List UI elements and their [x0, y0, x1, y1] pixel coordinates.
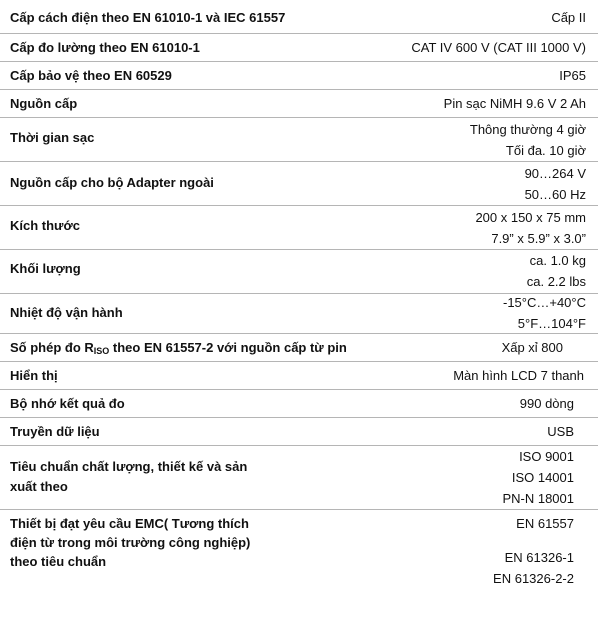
spec-value: IP65 — [559, 68, 586, 83]
spec-row-insulation-class — [0, 0, 598, 34]
spec-label: Nguồn cấp cho bộ Adapter ngoài — [10, 175, 214, 190]
spec-value: Thông thường 4 giờ Tối đa. 10 giờ — [469, 122, 586, 158]
spec-value: EN 61557 — [516, 516, 574, 531]
spec-row-emc-compliance — [0, 510, 598, 620]
spec-label: Nhiệt độ vận hành — [10, 305, 123, 320]
spec-label: Truyền dữ liệu — [10, 424, 100, 439]
spec-row-charging-time — [0, 118, 598, 162]
spec-value: CAT IV 600 V (CAT III 1000 V) — [411, 40, 586, 55]
spec-row-measurement-category — [0, 34, 598, 62]
spec-label: Cấp cách điện theo EN 61010-1 và IEC 61557 — [10, 10, 286, 25]
spec-label: Khối lượng — [10, 261, 81, 276]
spec-row-weight — [0, 250, 598, 294]
spec-value: 990 dòng — [519, 396, 574, 411]
spec-value: -15°C…+40°C 5°F…104°F — [502, 295, 586, 331]
spec-label: Thiết bị đạt yêu cầu EMC( Tương thích điện từ trong môi trường công nghiệp) theo tiêu chuẩn — [10, 516, 251, 569]
spec-row-display — [0, 362, 598, 390]
spec-row-quality-standards — [0, 446, 598, 510]
spec-row-dimensions — [0, 206, 598, 250]
spec-row-measurement-count — [0, 334, 598, 362]
spec-row-data-transfer — [0, 418, 598, 446]
spec-label: Cấp đo lường theo EN 61010-1 — [10, 40, 200, 55]
spec-value: Pin sạc NiMH 9.6 V 2 Ah — [443, 96, 586, 111]
spec-row-adapter-supply — [0, 162, 598, 206]
spec-value: ISO 9001 ISO 14001 PN-N 18001 — [502, 449, 574, 506]
spec-label: Hiển thị — [10, 368, 58, 383]
spec-row-protection-class — [0, 62, 598, 90]
spec-label: Số phép đo $R_{ISO}$ theo EN 61557-2 với nguồn cấp từ pin — [10, 340, 347, 356]
spec-label: Kích thước — [10, 218, 80, 233]
spec-row-result-memory — [0, 390, 598, 418]
spec-value: Cấp II — [551, 10, 586, 25]
spec-row-operating-temperature — [0, 294, 598, 334]
spec-label: Cấp bảo vệ theo EN 60529 — [10, 68, 172, 83]
spec-value: ca. 1.0 kg ca. 2.2 lbs — [526, 253, 586, 289]
spec-value: Màn hình LCD 7 thanh — [453, 368, 584, 383]
spec-value-secondary: EN 61326-1 EN 61326-2-2 — [493, 550, 574, 586]
spec-row-power-supply — [0, 90, 598, 118]
spec-label: Tiêu chuẩn chất lượng, thiết kế và sản xuất theo — [10, 459, 248, 494]
spec-value: 90…264 V 50…60 Hz — [524, 166, 586, 202]
spec-label: Thời gian sạc — [10, 130, 95, 145]
spec-value: Xấp xỉ 800 — [501, 340, 563, 355]
spec-label: Bộ nhớ kết quả đo — [10, 396, 125, 411]
spec-value: USB — [547, 424, 574, 439]
spec-value: 200 x 150 x 75 mm 7.9” x 5.9” x 3.0” — [475, 210, 586, 246]
spec-label: Nguồn cấp — [10, 96, 78, 111]
